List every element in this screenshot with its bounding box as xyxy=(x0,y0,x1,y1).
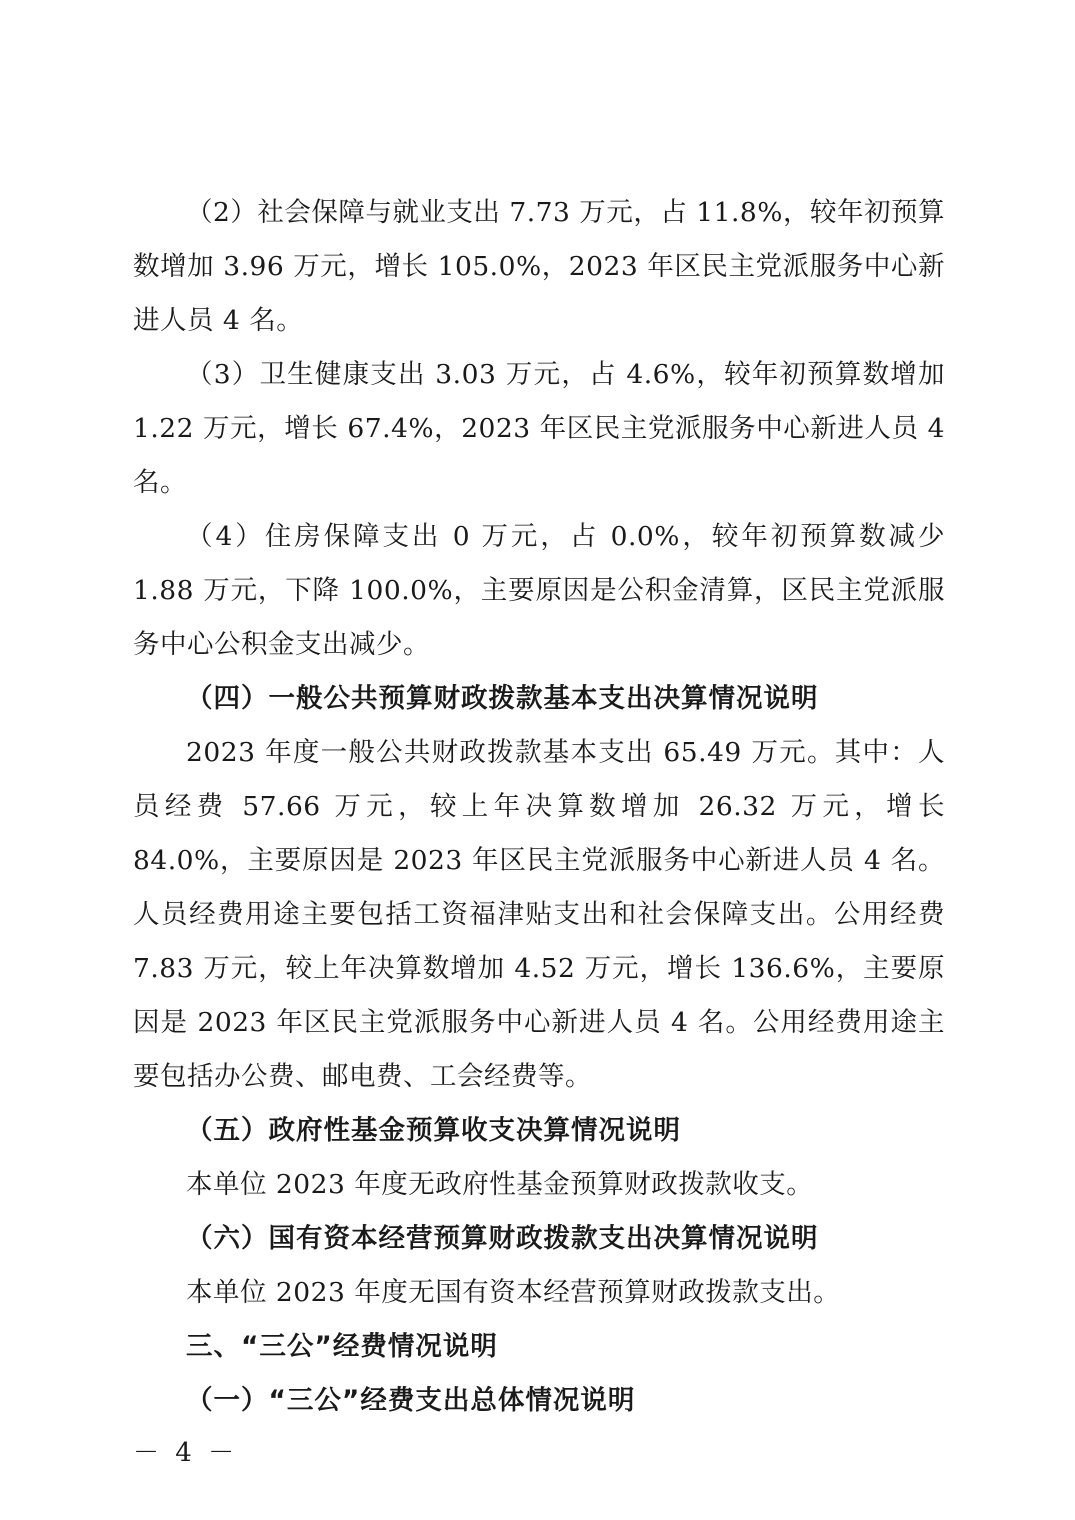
paragraph-basic-expenditure: 2023 年度一般公共财政拨款基本支出 65.49 万元。其中：人员经费 57.66 万元，较上年决算数增加 26.32 万元，增长 84.0%，主要原因是 2023 年区民主党派服务中心新进人员 4 名。人员经费用途主要包括工资福津贴支出和社会保障支出。公用经费 7.83 万元，较上年决算数增加 4.52 万元，增长 136.6%，主要原因是 2023 年区民主党派服务中心新进人员 4 名。公用经费用途主要包括办公费、邮电费、工会经费等。 xyxy=(133,737,945,1092)
paragraph-government-fund: 本单位 2023 年度无政府性基金预算财政拨款收支。 xyxy=(186,1169,814,1200)
paragraph-social-security: （2）社会保障与就业支出 7.73 万元，占 11.8%，较年初预算数增加 3.96 万元，增长 105.0%，2023 年区民主党派服务中心新进人员 4 名。 xyxy=(133,197,945,336)
heading-three-public-overview: （一）“三公”经费支出总体情况说明 xyxy=(186,1385,636,1416)
document-body xyxy=(133,186,945,1428)
heading-basic-expenditure: （四）一般公共预算财政拨款基本支出决算情况说明 xyxy=(186,683,819,714)
heading-state-capital: （六）国有资本经营预算财政拨款支出决算情况说明 xyxy=(186,1223,819,1254)
paragraph-housing: （4）住房保障支出 0 万元，占 0.0%，较年初预算数减少 1.88 万元，下降 100.0%，主要原因是公积金清算，区民主党派服务中心公积金支出减少。 xyxy=(133,521,945,660)
heading-three-public: 三、“三公”经费情况说明 xyxy=(186,1331,498,1362)
paragraph-health: （3）卫生健康支出 3.03 万元，占 4.6%，较年初预算数增加 1.22 万元，增长 67.4%，2023 年区民主党派服务中心新进人员 4 名。 xyxy=(133,359,945,498)
heading-government-fund: （五）政府性基金预算收支决算情况说明 xyxy=(186,1115,681,1146)
page-number: － 4 － xyxy=(133,1438,239,1468)
paragraph-state-capital: 本单位 2023 年度无国有资本经营预算财政拨款支出。 xyxy=(186,1277,841,1308)
